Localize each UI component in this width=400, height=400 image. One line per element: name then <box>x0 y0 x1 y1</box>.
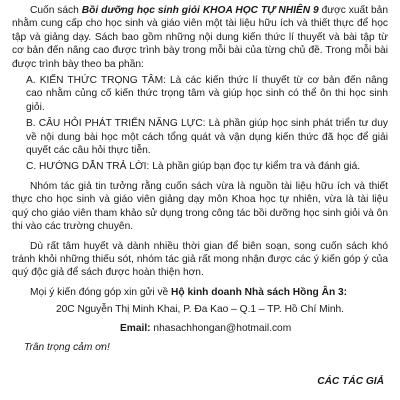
section-a-body: Là các kiến thức lí thuyết từ cơ bản đến nâng cao nhằm củng cố kiến thức trọng tâm và giúp học sinh có thể ôn thi học sinh giỏi. <box>26 75 388 113</box>
book-title: Bồi dưỡng học sinh giỏi KHOA HỌC TỰ NHIÊN 9 <box>81 5 319 16</box>
section-c-heading: C. HƯỚNG DẪN TRẢ LỜI: <box>26 161 150 173</box>
contact-line <box>12 286 388 299</box>
section-c <box>26 160 388 173</box>
email-row <box>12 322 388 335</box>
intro-lead: Cuốn sách <box>30 5 82 16</box>
body-paragraph-2: Dù rất tâm huyết và dành nhiều thời gian để biên soạn, song cuốn sách khó tránh khỏi những thiếu sót, nhóm tác giả rất mong nhận được các ý kiến góp ý của quý độc giả để sách được hoàn thiện hơn. <box>12 240 388 279</box>
intro-paragraph <box>12 4 388 71</box>
email-label: Email: <box>120 322 151 334</box>
section-a-heading: A. KIẾN THỨC TRỌNG TÂM: <box>26 75 166 87</box>
section-c-body: Là phần giúp bạn đọc tự kiểm tra và đánh giá. <box>149 161 361 173</box>
intro-rest: được xuất bản nhằm cung cấp cho học sinh và giáo viên một tài liệu hữu ích và thiết thực để học tập và giảng dạy. Sách bao gồm những nội dung kiến thức lí thuyết và bài tập từ cơ bản đến nâng cao được trình bày trong mỗi bài của từng chủ đề. Trong mỗi bài được trình bày theo ba phần: <box>12 5 388 70</box>
contact-lead: Mọi ý kiến đóng góp xin gửi về <box>30 286 172 298</box>
body-paragraph-1: Nhóm tác giả tin tưởng rằng cuốn sách vừa là nguồn tài liệu hữu ích và thiết thực cho học sinh và giáo viên giảng dạy môn Khoa học tự nhiên, vừa là tài liệu quý cho giáo viên tham khảo sử dụng trong công tác bồi dưỡng học sinh giỏi và ôn thi vào các trường chuyên. <box>12 180 388 233</box>
section-b-body: Là phần giúp học sinh phát triển tư duy về nội dung bài học một cách tổng quát và vận dụng kiến thức đã học để giải quyết các câu hỏi thực tiễn. <box>26 118 388 157</box>
section-b-heading: B. CÂU HỎI PHÁT TRIỂN NĂNG LỰC: <box>26 118 206 130</box>
contact-company: Hộ kinh doanh Nhà sách Hồng Ân 3: <box>171 286 348 298</box>
closing-text: Trân trọng cảm ơn! <box>24 341 110 353</box>
section-a <box>26 74 388 114</box>
section-b <box>26 117 388 157</box>
signature: CÁC TÁC GIẢ <box>317 376 384 387</box>
contact-address: 20C Nguyễn Thị Minh Khai, P. Đa Kao – Q.1 – TP. Hồ Chí Minh. <box>55 304 345 316</box>
email-address: nhasachhongan@hotmail.com <box>153 322 292 334</box>
